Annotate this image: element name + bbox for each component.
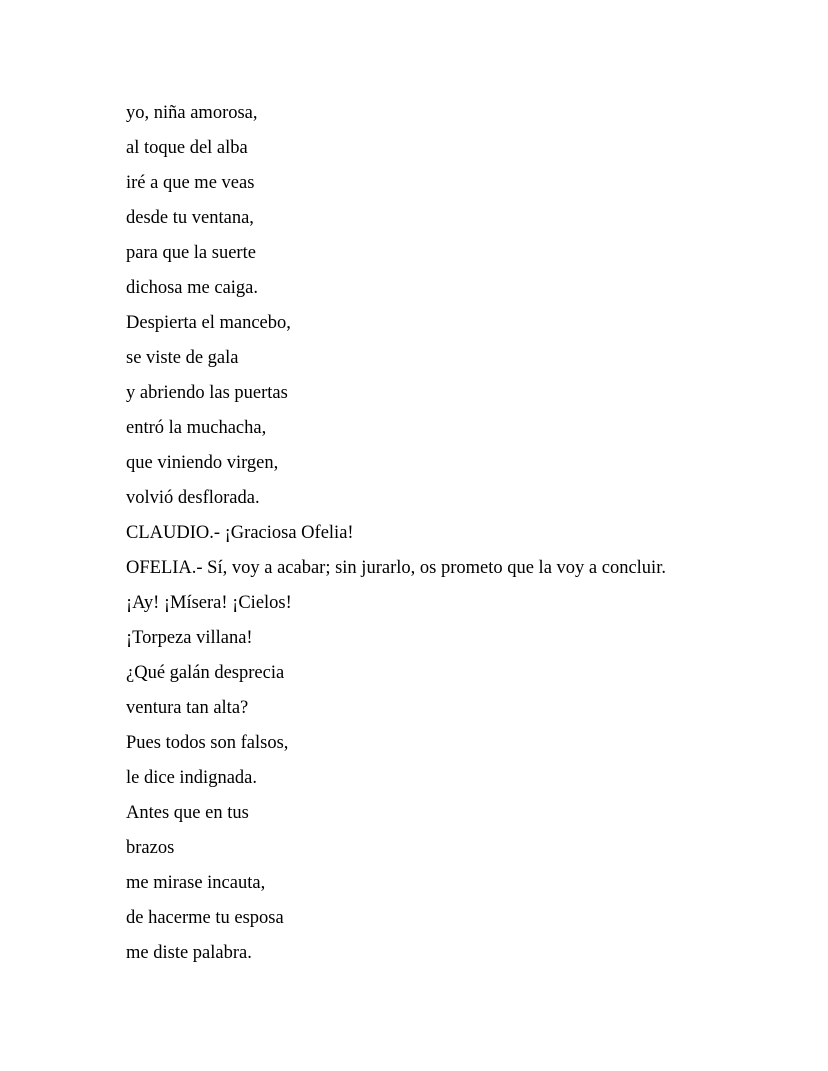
text-line: ¡Ay! ¡Mísera! ¡Cielos!: [126, 593, 292, 613]
text-line: iré a que me veas: [126, 173, 255, 193]
text-line: le dice indignada.: [126, 768, 257, 788]
text-line: ¡Torpeza villana!: [126, 628, 253, 648]
text-line: Despierta el mancebo,: [126, 313, 291, 333]
text-line: yo, niña amorosa,: [126, 103, 258, 123]
text-line: al toque del alba: [126, 138, 248, 158]
text-line: que viniendo virgen,: [126, 453, 279, 473]
speaker-line-claudio: CLAUDIO.- ¡Graciosa Ofelia!: [126, 523, 354, 543]
text-line: ¿Qué galán desprecia: [126, 663, 285, 683]
verse-text: [126, 96, 806, 971]
text-line: entró la muchacha,: [126, 418, 267, 438]
text-line: me diste palabra.: [126, 943, 252, 963]
text-line: Pues todos son falsos,: [126, 733, 289, 753]
text-line: se viste de gala: [126, 348, 239, 368]
text-line: dichosa me caiga.: [126, 278, 259, 298]
text-line: brazos: [126, 838, 175, 858]
text-line: volvió desflorada.: [126, 488, 260, 508]
text-line: me mirase incauta,: [126, 873, 266, 893]
speaker-line-ofelia: OFELIA.- Sí, voy a acabar; sin jurarlo, os prometo que la voy a concluir.: [126, 558, 666, 578]
text-line: para que la suerte: [126, 243, 256, 263]
text-line: ventura tan alta?: [126, 698, 249, 718]
text-line: desde tu ventana,: [126, 208, 254, 228]
text-line: de hacerme tu esposa: [126, 908, 284, 928]
text-line: y abriendo las puertas: [126, 383, 288, 403]
text-line: Antes que en tus: [126, 803, 249, 823]
